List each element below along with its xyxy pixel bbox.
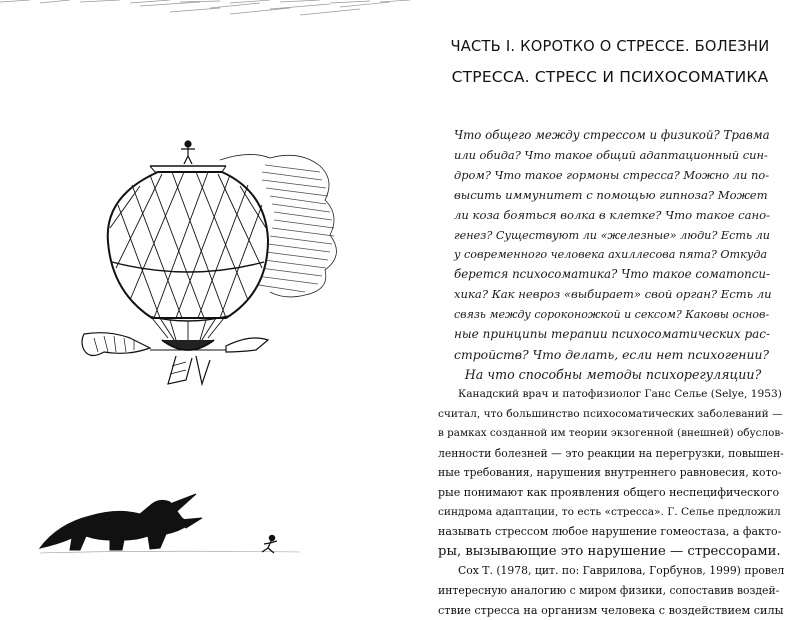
running-man-icon: [262, 535, 277, 553]
triceratops-icon: [40, 494, 202, 550]
body-line: рые понимают как проявления общего неспецифического: [438, 485, 780, 499]
hot-air-balloon-icon: [82, 141, 268, 384]
epigraph-line: или обида? Что такое общий адаптационный син-: [454, 147, 768, 162]
epigraph-line: хика? Как невроз «выбирает» свой орган? Есть ли: [454, 287, 772, 302]
body-line: Сох Т. (1978, цит. по: Гаврилова, Горбунов, 1999) провел: [458, 564, 785, 578]
body-line: ствие стресса на организм человека с воздействием силы: [438, 603, 784, 617]
body-line: считал, что большинство психосоматических заболеваний —: [438, 407, 783, 420]
body-line: в рамках созданной им теории экзогенной (внешней) обуслов-: [438, 427, 784, 440]
epigraph-line: генез? Существуют ли «железные» люди? Есть ли: [454, 228, 770, 242]
body-line: синдрома адаптации, то есть «стресса». Г. Селье предложил: [438, 505, 781, 518]
figure-on-balloon-icon: [181, 141, 195, 164]
epigraph-line: стройств? Что делать, если нет психогении?: [454, 346, 770, 362]
epigraph-line: дром? Что такое гормоны стресса? Можно ли по-: [454, 167, 770, 182]
body-text: [438, 385, 784, 620]
body-line: ные требования, нарушения внутреннего равновесия, кото-: [438, 466, 782, 480]
chapter-heading: [450, 32, 770, 92]
epigraph-line: связь между сороконожкой и сексом? Каковы основ-: [454, 308, 770, 322]
body-line: ры, вызывающие это нарушение — стрессорами.: [438, 543, 781, 559]
chapter-heading-line: ЧАСТЬ I. КОРОТКО О СТРЕССЕ. БОЛЕЗНИ: [450, 38, 770, 55]
body-line: интересную аналогию с миром физики, сопоставив воздей-: [438, 583, 780, 597]
epigraph-line: ли коза бояться волка в клетке? Что такое сано-: [454, 207, 771, 222]
epigraph-questions: [454, 126, 772, 385]
epigraph-line: высить иммунитет с помощью гипноза? Может: [454, 187, 768, 202]
epigraph-line-last: На что способны методы психорегуляции?: [464, 366, 762, 382]
epigraph-line: Что общего между стрессом и физикой? Травма: [454, 128, 770, 142]
illustration: [0, 0, 420, 584]
epigraph-line: у современного человека ахиллесова пята? Откуда: [454, 248, 768, 262]
epigraph-line: берется психосоматика? Что такое соматопси-: [454, 267, 770, 282]
epigraph-line: ные принципы терапии психосоматических рас-: [454, 327, 771, 342]
ground-line: [40, 551, 300, 553]
chapter-heading-line: СТРЕССА. СТРЕСС И ПСИХОСОМАТИКА: [451, 68, 769, 86]
body-line: ленности болезней — это реакции на перегрузки, повышен-: [438, 446, 784, 460]
body-line: Канадский врач и патофизиолог Ганс Селье (Selye, 1953): [458, 388, 782, 400]
body-line: называть стрессом любое нарушение гомеостаза, а факто-: [438, 525, 782, 539]
